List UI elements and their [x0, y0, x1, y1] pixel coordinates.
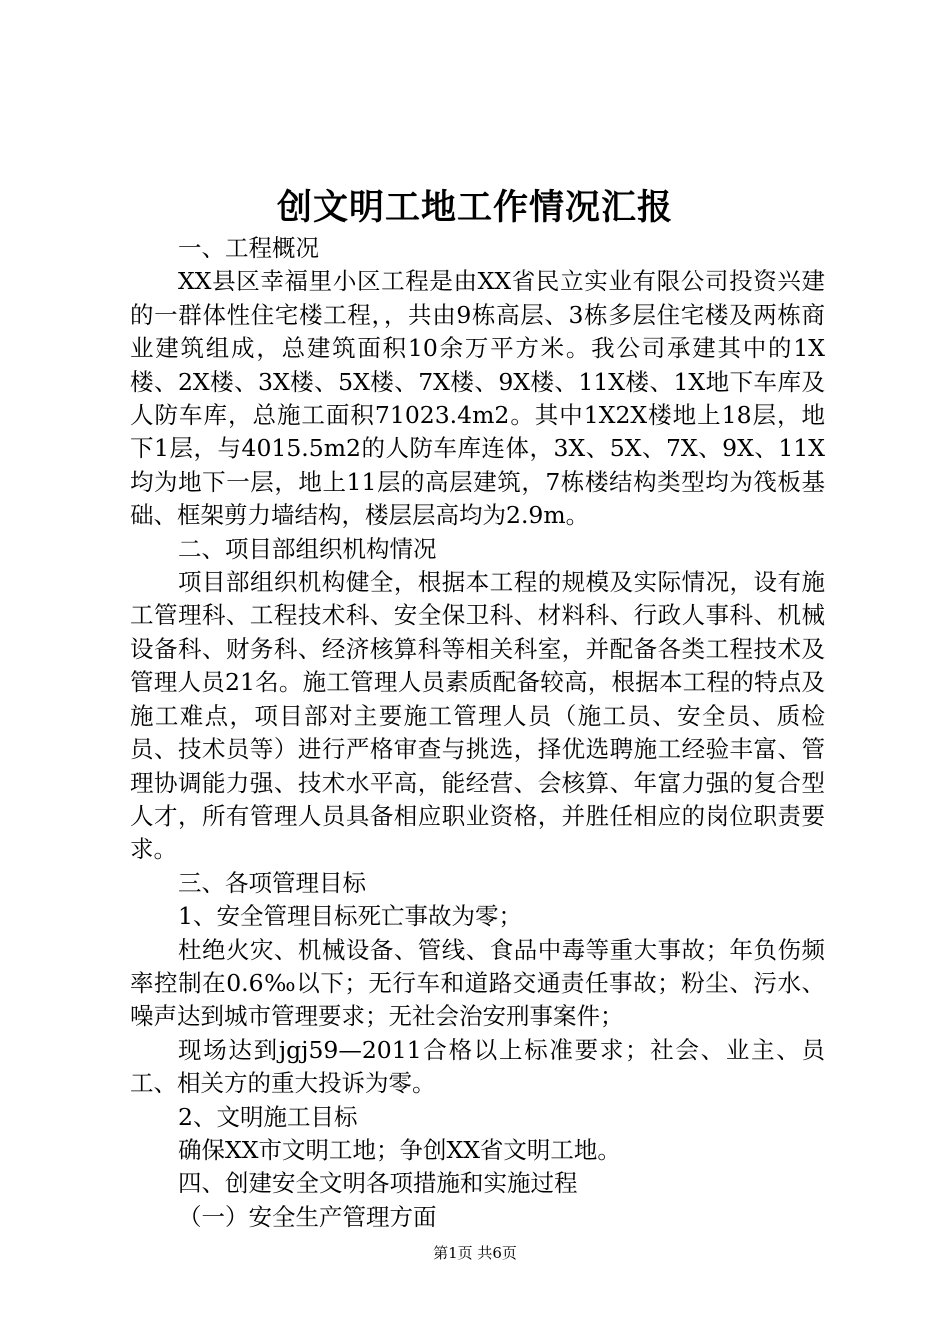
paragraph-site-standard: 现场达到jgj59—2011合格以上标准要求；社会、业主、员工、相关方的重大投诉为零。: [130, 1035, 825, 1098]
paragraph-organization: 项目部组织机构健全，根据本工程的规模及实际情况，设有施工管理科、工程技术科、安全保卫科、材料科、行政人事科、机械设备科、财务科、经济核算科等相关科室，并配备各类工程技术及管理人员21名。施工管理人员素质配备较高，根据本工程的特点及施工难点，项目部对主要施工管理人员（施工员、安全员、质检员、技术员等）进行严格审查与挑选，择优选聘施工经验丰富、管理协调能力强、技术水平高，能经营、会核算、年富力强的复合型人才，所有管理人员具备相应职业资格，并胜任相应的岗位职责要求。: [130, 568, 825, 864]
paragraph-civilized-target: 确保XX市文明工地；争创XX省文明工地。: [178, 1135, 621, 1164]
paragraph-civilized-target-heading: 2、文明施工目标: [178, 1102, 358, 1131]
paragraph-safety-target: 1、安全管理目标死亡事故为零；: [178, 902, 522, 931]
subsection-heading-safety-management: （一）安全生产管理方面: [178, 1202, 437, 1231]
paragraph-overview: XX县区幸福里小区工程是由XX省民立实业有限公司投资兴建的一群体性住宅楼工程，，共由9栋高层、3栋多层住宅楼及两栋商业建筑组成，总建筑面积10余万平方米。我公司承建其中的1X楼、2X楼、3X楼、5X楼、7X楼、9X楼、11X楼、1X地下车库及人防车库，总施工面积71023.4m2。其中1X2X楼地上18层，地下1层，与4015.5m2的人防车库连体，3X、5X、7X、9X、11X均为地下一层，地上11层的高层建筑，7栋楼结构类型均为筏板基础、框架剪力墙结构，楼层层高均为2.9m。: [130, 267, 825, 530]
section-heading-measures: 四、创建安全文明各项措施和实施过程: [178, 1169, 578, 1198]
page-footer: 第1页 共6页: [433, 1244, 517, 1262]
paragraph-accident-prevention: 杜绝火灾、机械设备、管线、食品中毒等重大事故；年负伤频率控制在0.6‰以下；无行车和道路交通责任事故；粉尘、污水、噪声达到城市管理要求；无社会治安刑事案件；: [130, 935, 825, 1031]
section-heading-overview: 一、工程概况: [178, 234, 319, 262]
document-body: [130, 232, 825, 1234]
document-title: 创文明工地工作情况汇报: [276, 187, 673, 228]
section-heading-targets: 三、各项管理目标: [178, 868, 366, 897]
section-heading-organization: 二、项目部组织机构情况: [178, 534, 437, 563]
